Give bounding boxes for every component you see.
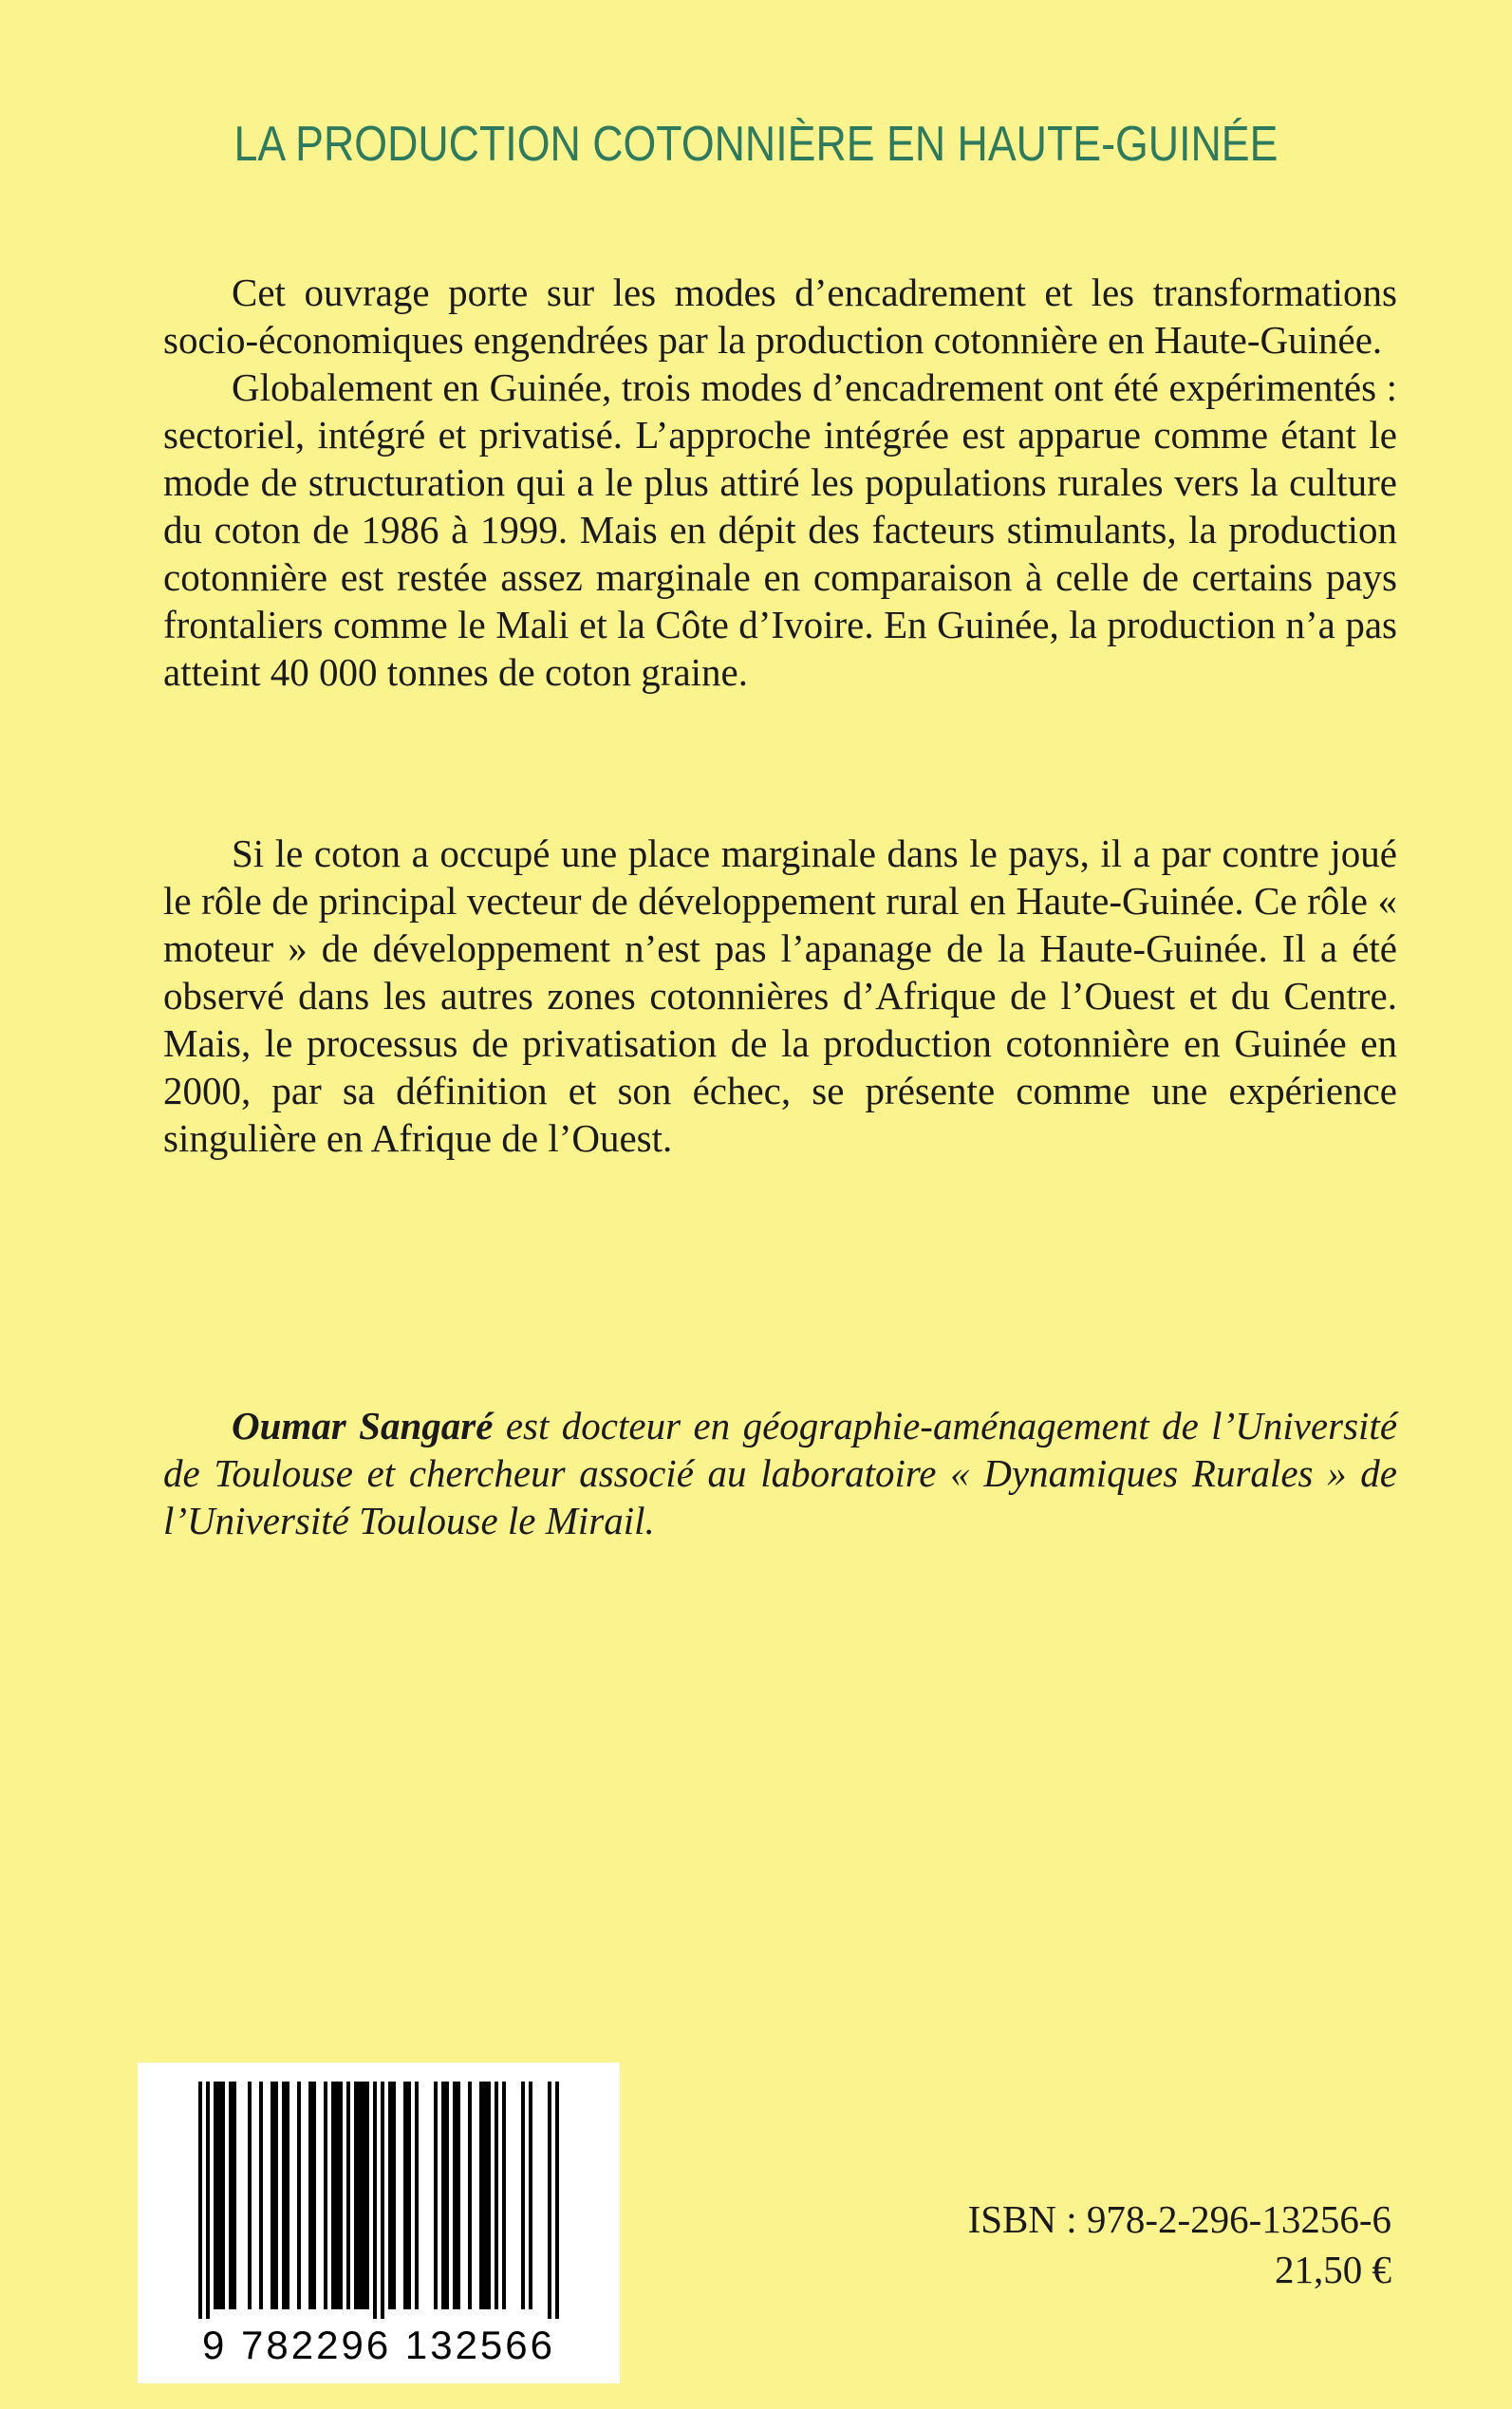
- barcode-bar: [441, 2082, 445, 2309]
- author-name: Oumar Sangaré: [232, 1404, 494, 1447]
- barcode-bar: [221, 2082, 225, 2309]
- price: 21,50 €: [1275, 2248, 1391, 2291]
- barcode-bar: [415, 2082, 419, 2309]
- barcode-bar: [392, 2082, 396, 2309]
- barcode-bar: [259, 2082, 263, 2309]
- barcode-bar: [445, 2082, 449, 2309]
- barcode-bar: [548, 2082, 551, 2319]
- barcode-bar: [381, 2082, 384, 2319]
- barcode-bar: [248, 2082, 252, 2309]
- book-title: LA PRODUCTION COTONNIÈRE EN HAUTE-GUINÉE: [233, 117, 1279, 172]
- summary-paragraph-3: Si le coton a occupé une place marginale dans le pays, il a par contre joué le rôle de principal vecteur de développement rural en Haute-Guinée. Ce rôle « moteur » de développement n’est pas l’apanage de la Haute-Guinée. Il a été observé dans les autres zones cotonnières d’Afrique de l’Ouest et du Centre. Mais, le processus de privatisation de la production cotonnière en Guinée en 2000, par sa définition et son échec, se présente comme une expérience singulière en Afrique de l’Ouest.: [163, 831, 1397, 1160]
- barcode-bar: [388, 2082, 392, 2309]
- barcode-bar: [365, 2082, 369, 2309]
- barcode-bar: [217, 2082, 221, 2309]
- barcode-bar: [373, 2082, 377, 2319]
- barcode-bar: [198, 2082, 202, 2319]
- barcode-bar: [331, 2082, 335, 2309]
- barcode-graphic: [159, 2082, 599, 2366]
- barcode-bar: [274, 2082, 278, 2309]
- barcode-bar: [468, 2082, 472, 2309]
- barcode-bar: [346, 2082, 350, 2309]
- summary-paragraph-1: Cet ouvrage porte sur les modes d’encadrement et les transformations socio-économiques engendrées par la production cotonnière en Haute-Guinée.: [163, 271, 1397, 362]
- barcode-bar: [529, 2082, 532, 2309]
- barcode-bar: [403, 2082, 407, 2309]
- barcode-bar: [555, 2082, 559, 2319]
- barcode-bar: [271, 2082, 274, 2309]
- barcode-bar: [312, 2082, 316, 2309]
- summary-block: [163, 269, 1397, 696]
- barcode-bar: [407, 2082, 411, 2309]
- barcode-bar: [495, 2082, 498, 2309]
- barcode-bar: [206, 2082, 210, 2319]
- barcode-number: 9 782296 132566: [202, 2323, 555, 2366]
- barcode-bar: [354, 2082, 358, 2309]
- barcode-bar: [487, 2082, 491, 2309]
- barcode-bar: [457, 2082, 460, 2309]
- barcode-bar: [335, 2082, 339, 2309]
- barcode-bar: [521, 2082, 525, 2309]
- barcode-bar: [324, 2082, 327, 2309]
- barcode-bar: [308, 2082, 312, 2309]
- barcode: [138, 2063, 620, 2383]
- barcode-bar: [339, 2082, 343, 2309]
- barcode-bar: [502, 2082, 506, 2309]
- author-bio-paragraph: [163, 1402, 1397, 1544]
- barcode-bar: [453, 2082, 457, 2309]
- barcode-bar: [479, 2082, 483, 2309]
- barcode-bar: [362, 2082, 365, 2309]
- barcode-bar: [282, 2082, 286, 2309]
- barcode-bar: [434, 2082, 438, 2309]
- author-bio-text: est docteur en géographie-aménagement de l’Université de Toulouse et chercheur associé au laboratoire « Dynamiques Rurales » de l’Université Toulouse le Mirail.: [163, 1404, 1398, 1542]
- isbn: ISBN : 978-2-296-13256-6: [967, 2197, 1391, 2241]
- barcode-bar: [483, 2082, 487, 2309]
- summary-paragraph-2: Globalement en Guinée, trois modes d’encadrement ont été expérimentés : sectoriel, intégré et privatisé. L’approche intégrée est apparue comme étant le mode de structuration qui a le plus attiré les populations rurales vers la culture du coton de 1986 à 1999. Mais en dépit des facteurs stimulants, la production cotonnière est restée assez marginale en comparaison à celle de certains pays frontaliers comme le Mali et la Côte d’Ivoire. En Guinée, la production n’a pas atteint 40 000 tonnes de coton graine.: [163, 365, 1397, 694]
- barcode-bar: [229, 2082, 233, 2309]
- summary-block-2: [163, 830, 1397, 1162]
- barcode-bar: [358, 2082, 362, 2309]
- barcode-bar: [214, 2082, 217, 2309]
- barcode-bar: [286, 2082, 289, 2309]
- barcode-bar: [233, 2082, 236, 2309]
- barcode-bar: [297, 2082, 301, 2309]
- author-bio: [163, 1402, 1397, 1544]
